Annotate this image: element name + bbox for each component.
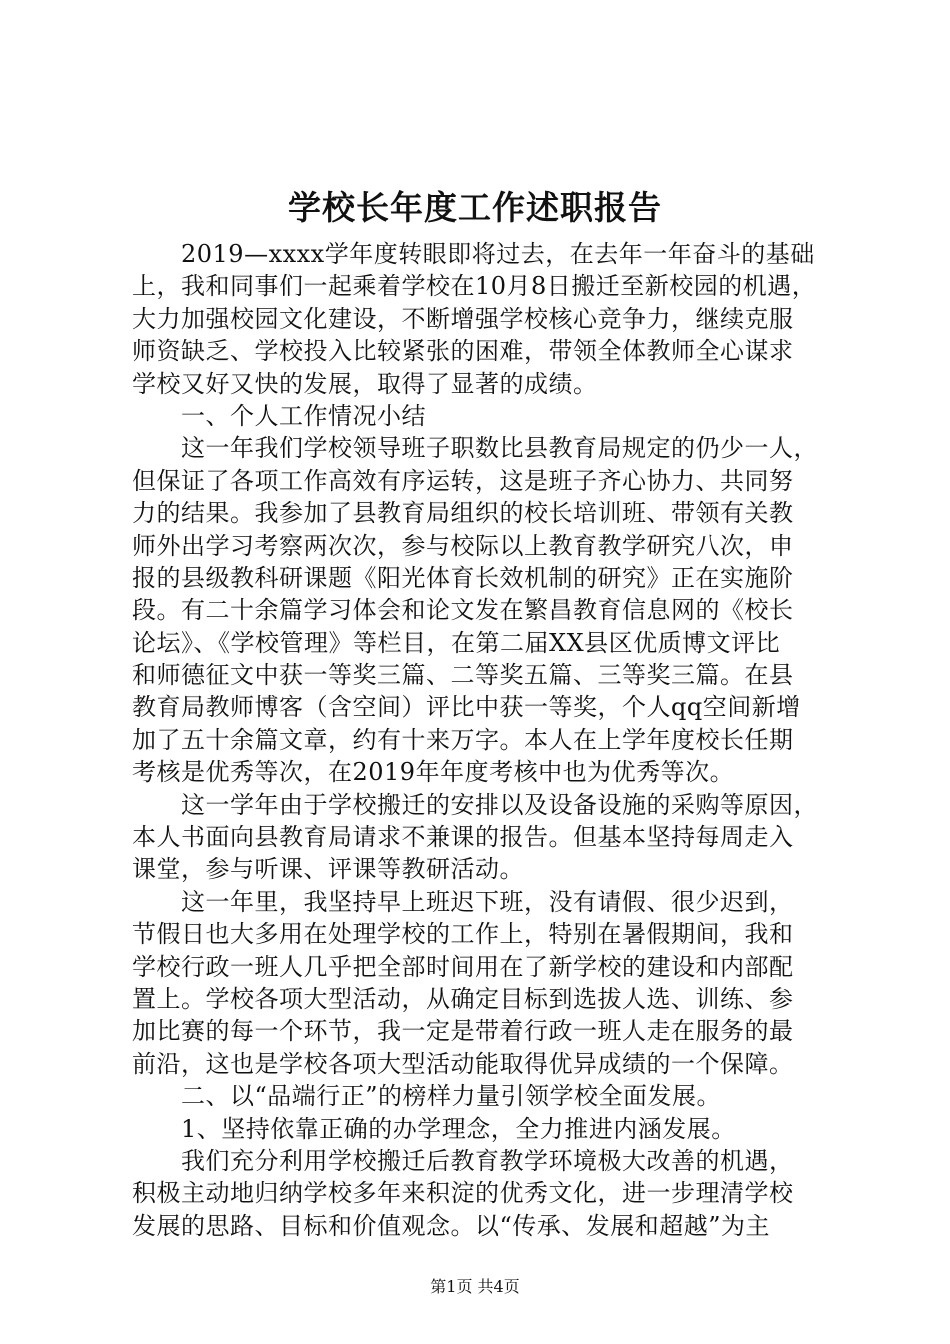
text-line: 大力加强校园文化建设，不断增强学校核心竞争力，继续克服	[132, 304, 794, 333]
text-line: 积极主动地归纳学校多年来积淀的优秀文化，进一步理清学校	[132, 1179, 794, 1208]
text-line: 和师德征文中获一等奖三篇、二等奖五篇、三等奖三篇。在县	[132, 661, 794, 690]
text-line: 2019—xxxx学年度转眼即将过去，在去年一年奋斗的基础	[132, 240, 815, 268]
text-line: 前沿，这也是学校各项大型活动能取得优异成绩的一个保障。	[132, 1049, 794, 1078]
text-line: 学校又好又快的发展，取得了显著的成绩。	[132, 369, 598, 398]
text-line: 置上。学校各项大型活动，从确定目标到选拔人选、训练、参	[132, 984, 794, 1013]
text-line: 力的结果。我参加了县教育局组织的校长培训班、带领有关教	[132, 499, 794, 528]
text-line: 本人书面向县教育局请求不兼课的报告。但基本坚持每周走入	[132, 823, 794, 852]
text-line: 考核是优秀等次，在2019年年度考核中也为优秀等次。	[132, 758, 735, 787]
text-line: 加了五十余篇文章，约有十来万字。本人在上学年度校长任期	[132, 725, 794, 754]
page-footer: 第1页 共4页	[430, 1277, 520, 1296]
text-line: 节假日也大多用在处理学校的工作上，特别在暑假期间，我和	[132, 920, 794, 949]
text-line: 但保证了各项工作高效有序运转，这是班子齐心协力、共同努	[132, 466, 794, 495]
text-line: 上，我和同事们一起乘着学校在10月8日搬迁至新校园的机遇，	[132, 272, 817, 301]
text-line: 我们充分利用学校搬迁后教育教学环境极大改善的机遇，	[132, 1146, 794, 1175]
text-line: 报的县级教科研课题《阳光体育长效机制的研究》正在实施阶	[132, 563, 794, 592]
section-heading: 二、以“品端行正”的榜样力量引领学校全面发展。	[132, 1082, 722, 1111]
text-line: 课堂，参与听课、评课等教研活动。	[132, 855, 524, 884]
text-line: 这一年我们学校领导班子职数比县教育局规定的仍少一人，	[132, 434, 818, 463]
document-title: 学校长年度工作述职报告	[288, 188, 662, 227]
text-line: 师资缺乏、学校投入比较紧张的困难，带领全体教师全心谋求	[132, 337, 794, 366]
text-line: 加比赛的每一个环节，我一定是带着行政一班人走在服务的最	[132, 1017, 794, 1046]
text-line: 段。有二十余篇学习体会和论文发在繁昌教育信息网的《校长	[132, 596, 794, 625]
text-line: 这一年里，我坚持早上班迟下班，没有请假、很少迟到，	[132, 887, 794, 916]
text-line: 教育局教师博客（含空间）评比中获一等奖，个人qq空间新增	[132, 693, 801, 722]
document-body	[132, 238, 824, 1242]
text-line: 师外出学习考察两次次，参与校际以上教育教学研究八次，申	[132, 531, 794, 560]
text-line: 学校行政一班人几乎把全部时间用在了新学校的建设和内部配	[132, 952, 794, 981]
text-line: 发展的思路、目标和价值观念。以“传承、发展和超越”为主	[132, 1211, 771, 1240]
section-heading: 一、个人工作情况小结	[132, 401, 426, 430]
subsection-heading: 1、坚持依靠正确的办学理念，全力推进内涵发展。	[132, 1114, 736, 1143]
text-line: 论坛》、《学校管理》等栏目，在第二届XX县区优质博文评比	[132, 628, 781, 657]
text-line: 这一学年由于学校搬迁的安排以及设备设施的采购等原因，	[132, 790, 818, 819]
